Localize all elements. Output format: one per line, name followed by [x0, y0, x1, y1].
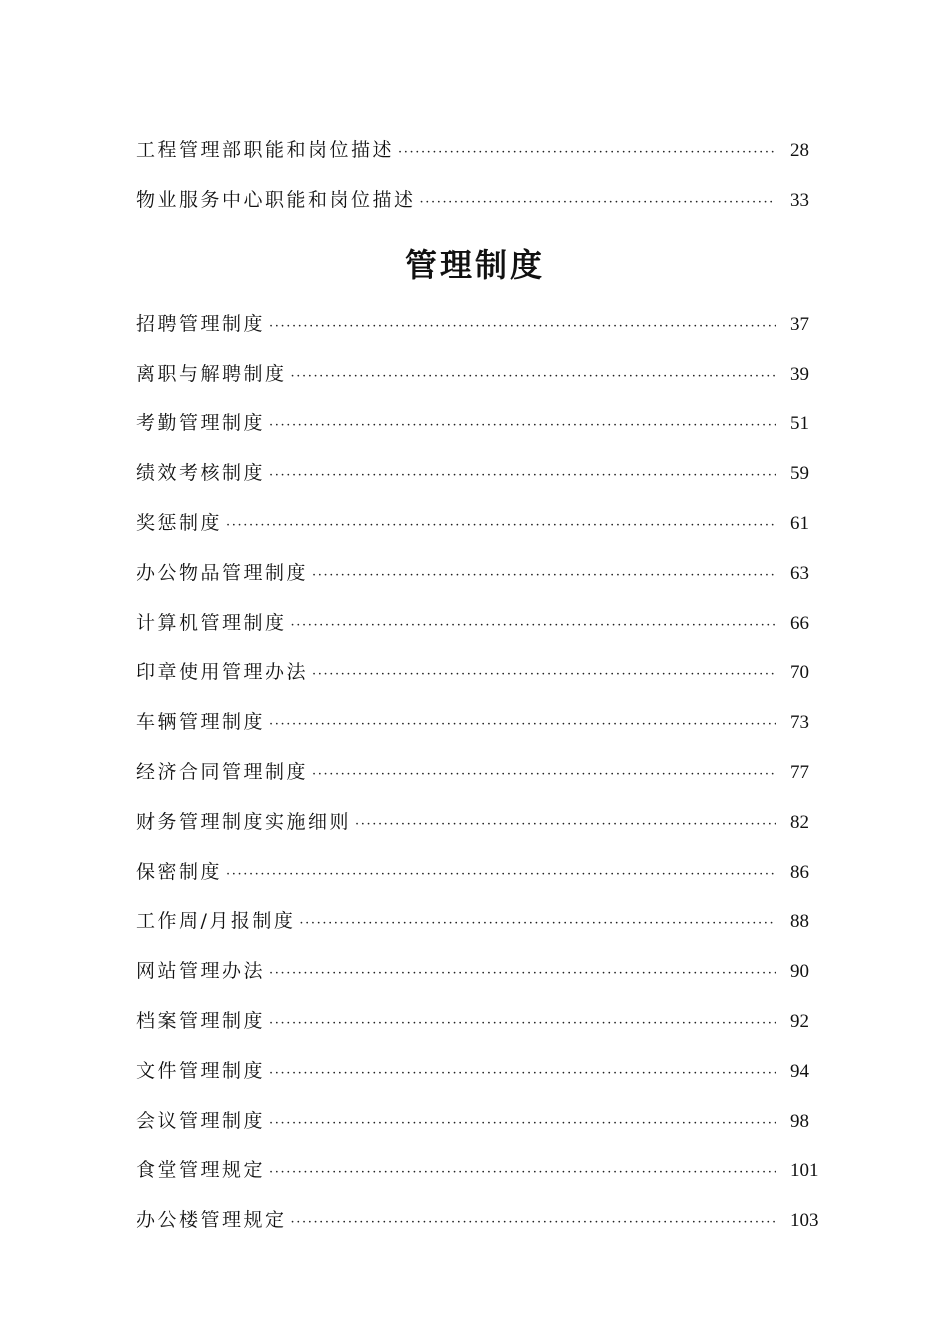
toc-entry-page: 33 [790, 189, 809, 211]
toc-entry[interactable] [136, 1045, 826, 1095]
toc-entry-title: 车辆管理制度 [136, 711, 266, 734]
toc-entry[interactable] [136, 1194, 826, 1244]
toc-list-top [136, 124, 826, 224]
toc-entry-page: 66 [790, 612, 809, 634]
toc-entry-title: 计算机管理制度 [136, 611, 287, 634]
toc-entry-page: 86 [790, 861, 809, 883]
toc-entry-page: 90 [790, 961, 809, 983]
toc-entry-page: 77 [790, 761, 809, 783]
toc-entry-title: 物业服务中心职能和岗位描述 [136, 188, 416, 211]
toc-entry-title: 绩效考核制度 [136, 462, 266, 485]
toc-list-main [136, 298, 826, 1244]
toc-entry-page: 103 [790, 1210, 819, 1232]
toc-leader-dots [269, 416, 776, 435]
toc-leader-dots [269, 964, 776, 983]
toc-entry-title: 食堂管理规定 [136, 1159, 266, 1182]
toc-entry-page: 101 [790, 1160, 819, 1182]
toc-entry-page: 73 [790, 712, 809, 734]
toc-entry-page: 98 [790, 1110, 809, 1132]
toc-entry[interactable] [136, 1145, 826, 1195]
toc-entry[interactable] [136, 398, 826, 448]
toc-entry[interactable] [136, 696, 826, 746]
toc-entry[interactable] [136, 1095, 826, 1145]
toc-entry-page: 63 [790, 562, 809, 584]
toc-entry[interactable] [136, 597, 826, 647]
toc-entry-title: 招聘管理制度 [136, 312, 266, 335]
toc-entry-page: 88 [790, 911, 809, 933]
toc-leader-dots [312, 765, 776, 784]
toc-entry[interactable] [136, 846, 826, 896]
toc-leader-dots [420, 193, 776, 212]
toc-entry[interactable] [136, 174, 826, 224]
toc-leader-dots [312, 566, 776, 585]
toc-entry-page: 94 [790, 1060, 809, 1082]
toc-leader-dots [398, 143, 776, 162]
toc-entry-title: 会议管理制度 [136, 1109, 266, 1132]
toc-entry-title: 考勤管理制度 [136, 412, 266, 435]
toc-leader-dots [312, 665, 776, 684]
toc-leader-dots [269, 1014, 776, 1033]
toc-entry-page: 92 [790, 1010, 809, 1032]
section-heading: 管理制度 [404, 246, 545, 284]
toc-entry-title: 奖惩制度 [136, 511, 223, 534]
toc-entry-title: 办公物品管理制度 [136, 561, 309, 584]
toc-leader-dots [226, 865, 776, 884]
toc-entry[interactable] [136, 746, 826, 796]
toc-leader-dots [269, 715, 776, 734]
toc-entry[interactable] [136, 124, 826, 174]
toc-entry-page: 28 [790, 139, 809, 161]
toc-entry-title: 财务管理制度实施细则 [136, 810, 352, 833]
toc-leader-dots [269, 1064, 776, 1083]
toc-entry-page: 51 [790, 413, 809, 435]
toc-leader-dots [291, 1213, 776, 1232]
toc-entry-title: 经济合同管理制度 [136, 760, 309, 783]
toc-leader-dots [299, 914, 776, 933]
toc-leader-dots [291, 616, 776, 635]
toc-entry-title: 文件管理制度 [136, 1059, 266, 1082]
toc-entry-title: 办公楼管理规定 [136, 1209, 287, 1232]
toc-entry[interactable] [136, 995, 826, 1045]
toc-entry[interactable] [136, 348, 826, 398]
toc-entry[interactable] [136, 298, 826, 348]
toc-leader-dots [269, 1114, 776, 1133]
toc-entry[interactable] [136, 945, 826, 995]
toc-leader-dots [226, 516, 776, 535]
toc-entry-page: 59 [790, 463, 809, 485]
toc-entry[interactable] [136, 497, 826, 547]
toc-leader-dots [269, 466, 776, 485]
toc-entry-title: 离职与解聘制度 [136, 362, 287, 385]
toc-leader-dots [269, 317, 776, 336]
toc-entry[interactable] [136, 896, 826, 946]
toc-entry-title: 工作周/月报制度 [136, 910, 296, 933]
toc-entry[interactable] [136, 647, 826, 697]
toc-entry-page: 37 [790, 313, 809, 335]
toc-entry-page: 39 [790, 363, 809, 385]
toc-entry-title: 印章使用管理办法 [136, 661, 309, 684]
toc-entry-page: 70 [790, 662, 809, 684]
toc-leader-dots [291, 367, 776, 386]
toc-entry-title: 保密制度 [136, 860, 223, 883]
toc-entry-page: 61 [790, 512, 809, 534]
toc-entry[interactable] [136, 796, 826, 846]
toc-entry-title: 网站管理办法 [136, 960, 266, 983]
toc-entry[interactable] [136, 547, 826, 597]
toc-leader-dots [269, 1163, 776, 1182]
toc-entry-page: 82 [790, 811, 809, 833]
toc-entry-title: 工程管理部职能和岗位描述 [136, 138, 395, 161]
toc-leader-dots [355, 815, 776, 834]
toc-entry[interactable] [136, 447, 826, 497]
toc-entry-title: 档案管理制度 [136, 1009, 266, 1032]
